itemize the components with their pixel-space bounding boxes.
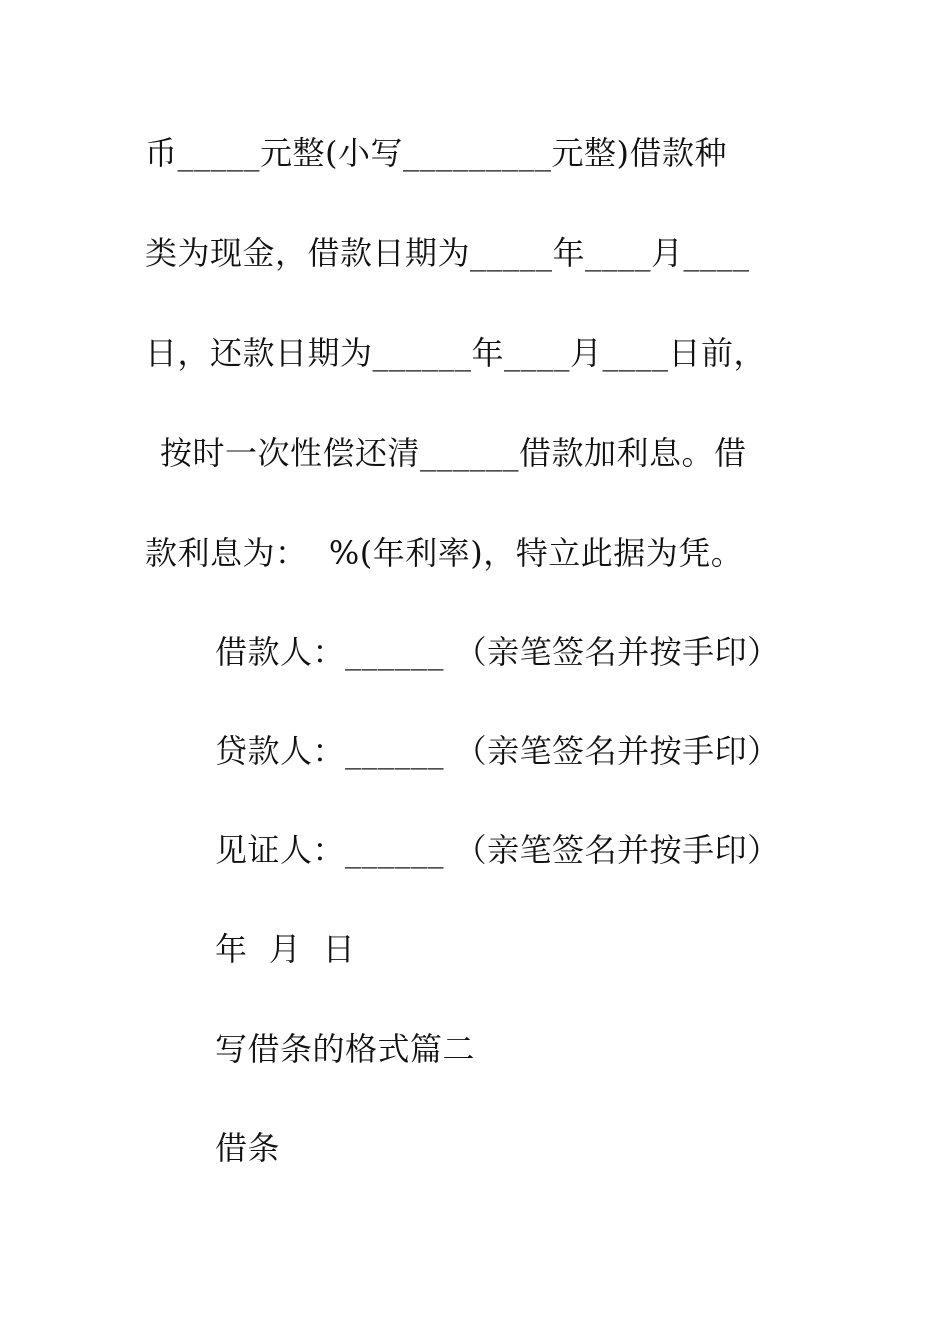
document-heading: 借条	[215, 1129, 281, 1167]
paragraph-line-5: 款利息为： %(年利率)，特立此据为凭。	[145, 534, 744, 572]
paragraph-line-3: 日，还款日期为______年____月____日前，	[145, 334, 767, 372]
paragraph-line-1: 币_____元整(小写_________元整)借款种	[145, 134, 727, 172]
lender-signature-line: 贷款人：______ （亲笔签名并按手印）	[215, 732, 780, 770]
date-line: 年 月 日	[215, 930, 356, 968]
section-title: 写借条的格式篇二	[215, 1030, 476, 1068]
paragraph-line-2: 类为现金，借款日期为_____年____月____	[145, 234, 750, 272]
witness-signature-line: 见证人：______ （亲笔签名并按手印）	[215, 831, 780, 869]
borrower-signature-line: 借款人：______ （亲笔签名并按手印）	[215, 633, 780, 671]
paragraph-line-4: 按时一次性偿还清______借款加利息。借	[160, 434, 747, 472]
